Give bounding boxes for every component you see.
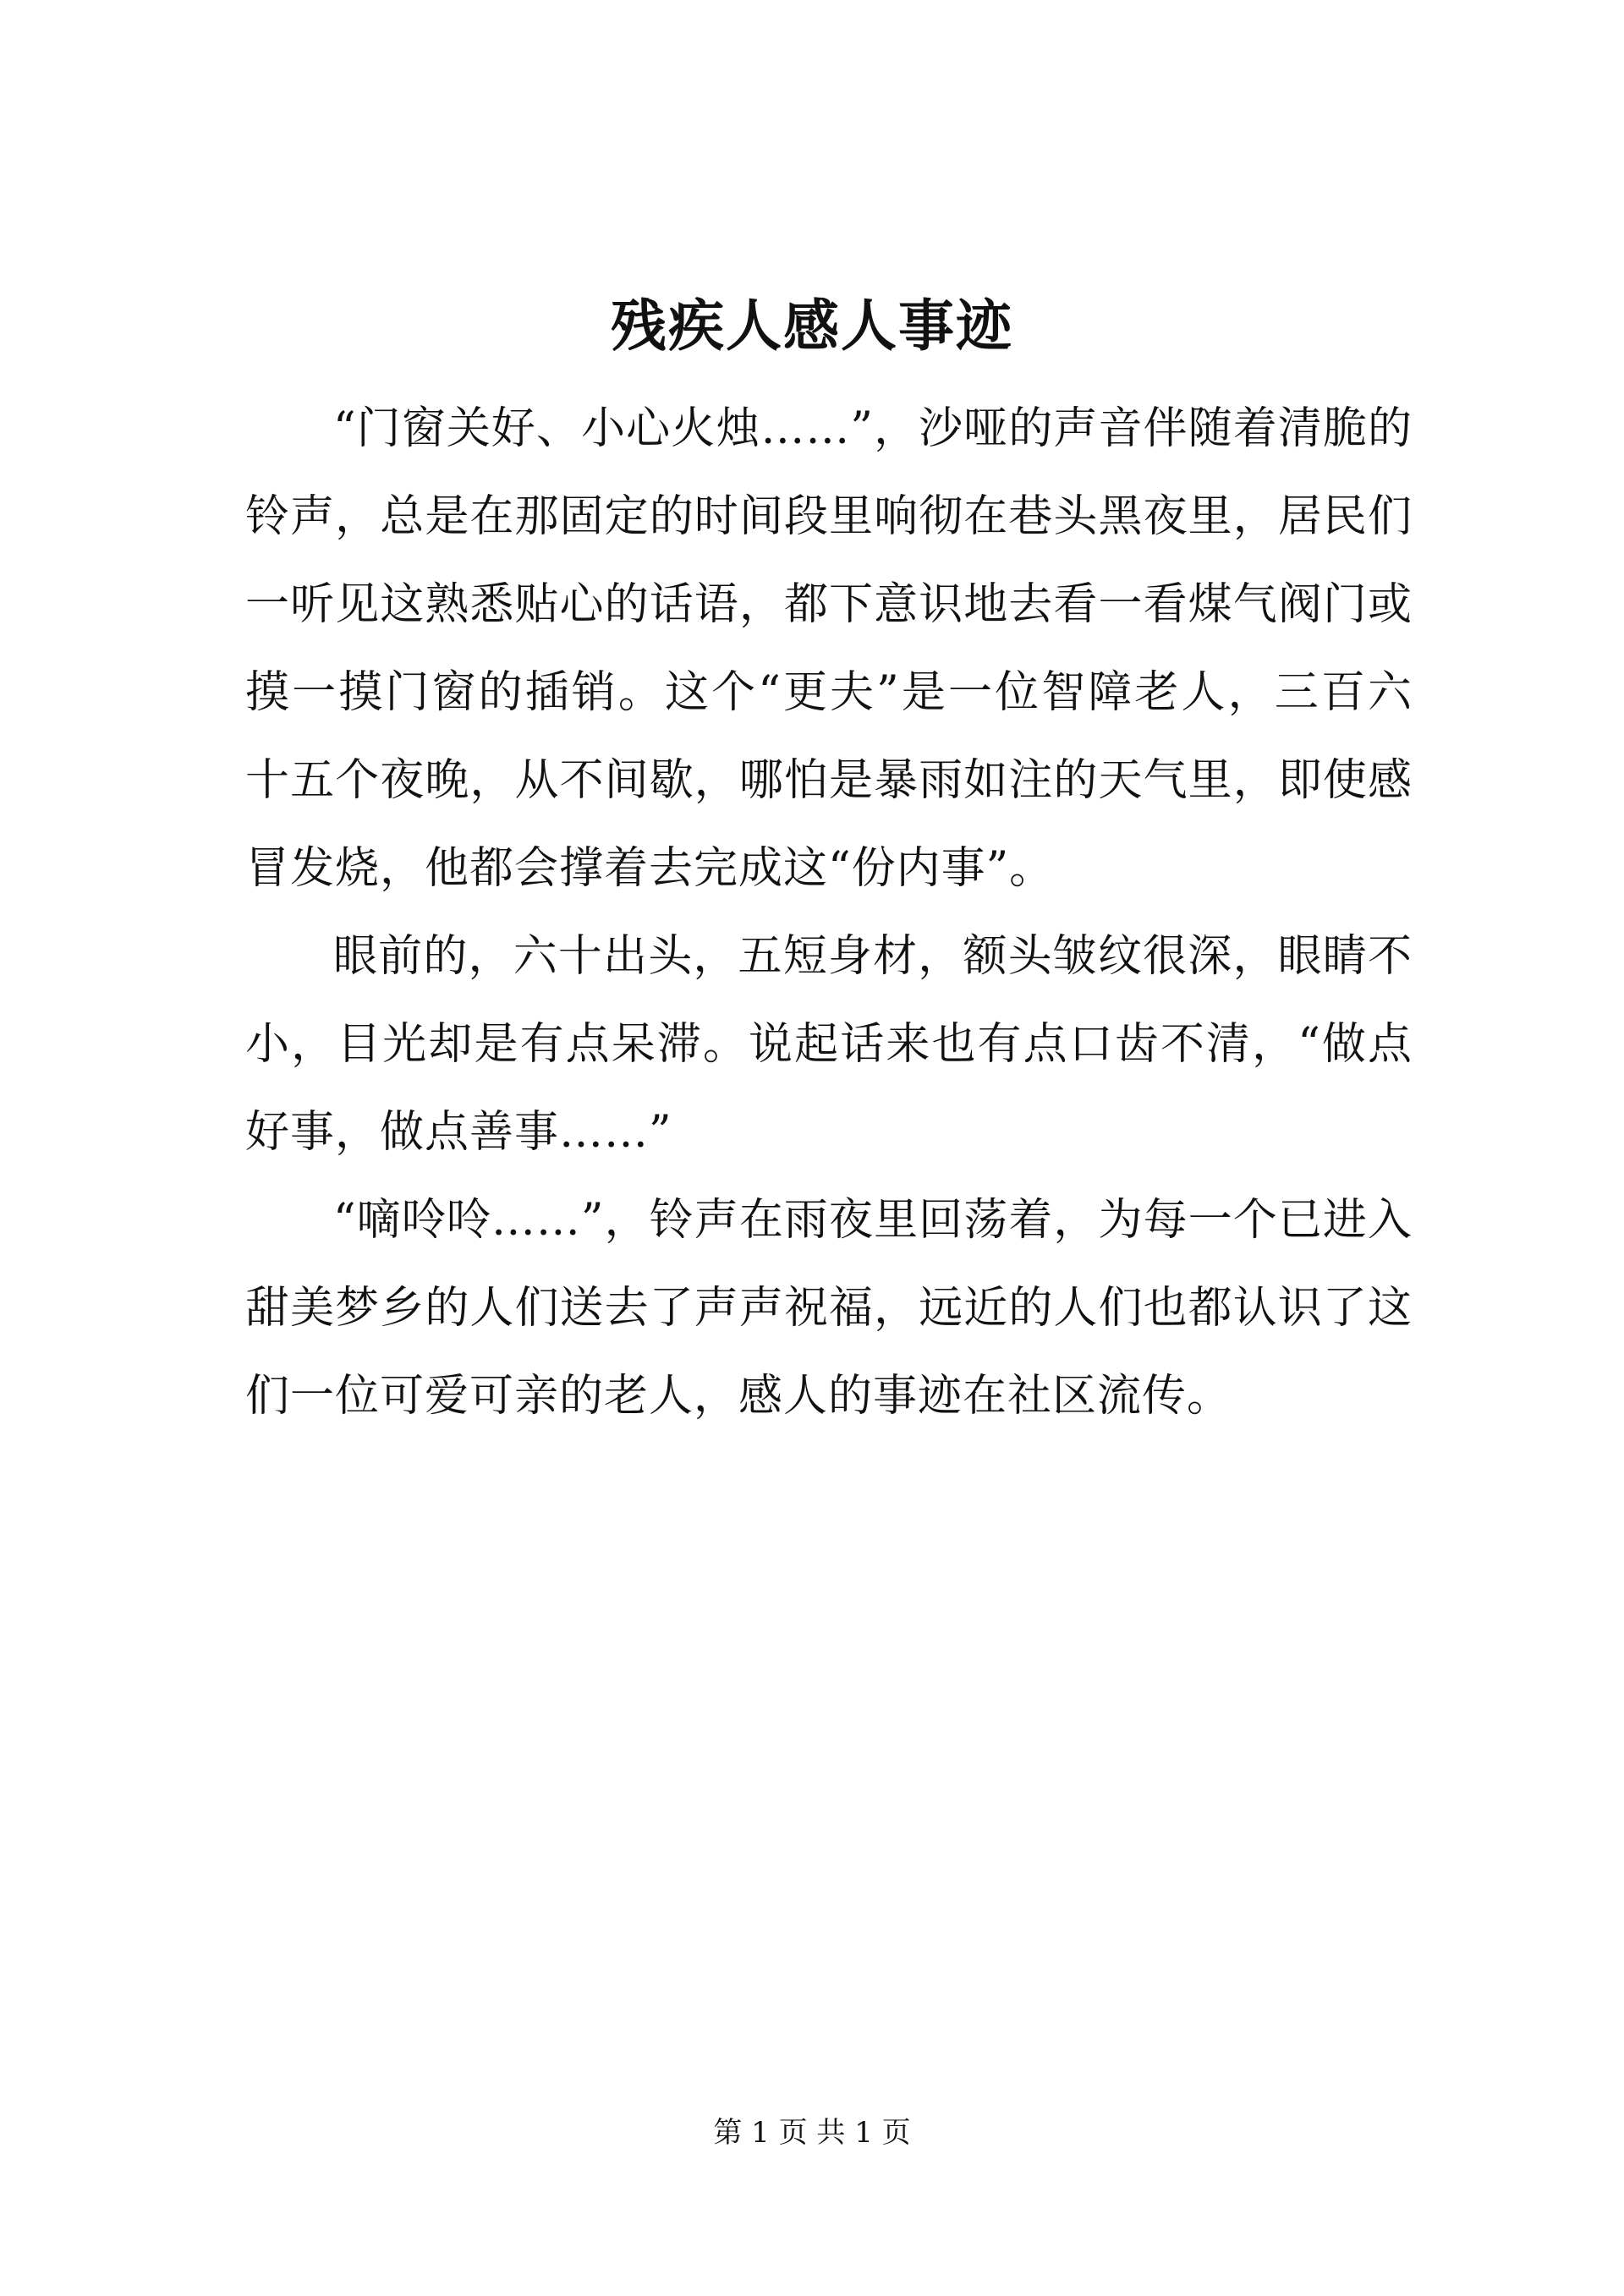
paragraph-1: “门窗关好、小心火烛……”，沙哑的声音伴随着清脆的铃声，总是在那固定的时间段里响彻在巷头黑夜里，居民们一听见这熟悉贴心的话语，都下意识地去看一看煤气阀门或摸一摸门窗的插销。这个“更夫”是一位智障老人，三百六十五个夜晚，从不间歇，哪怕是暴雨如注的天气里，即使感冒发烧，他都会撑着去完成这“份内事”。 xyxy=(245,403,1413,894)
paragraph-2: 眼前的，六十出头，五短身材，额头皱纹很深，眼睛不小，目光却是有点呆滞。说起话来也有点口齿不清，“做点好事，做点善事……” xyxy=(245,931,1413,1158)
page-footer: 第 1 页 共 1 页 xyxy=(713,2116,911,2150)
paragraph-3: “嘀呤呤……”，铃声在雨夜里回荡着，为每一个已进入甜美梦乡的人们送去了声声祝福，远近的人们也都认识了这们一位可爱可亲的老人，感人的事迹在社区流传。 xyxy=(245,1195,1413,1422)
document-title: 残疾人感人事迹 xyxy=(611,293,1013,359)
document-body xyxy=(245,385,1413,1440)
